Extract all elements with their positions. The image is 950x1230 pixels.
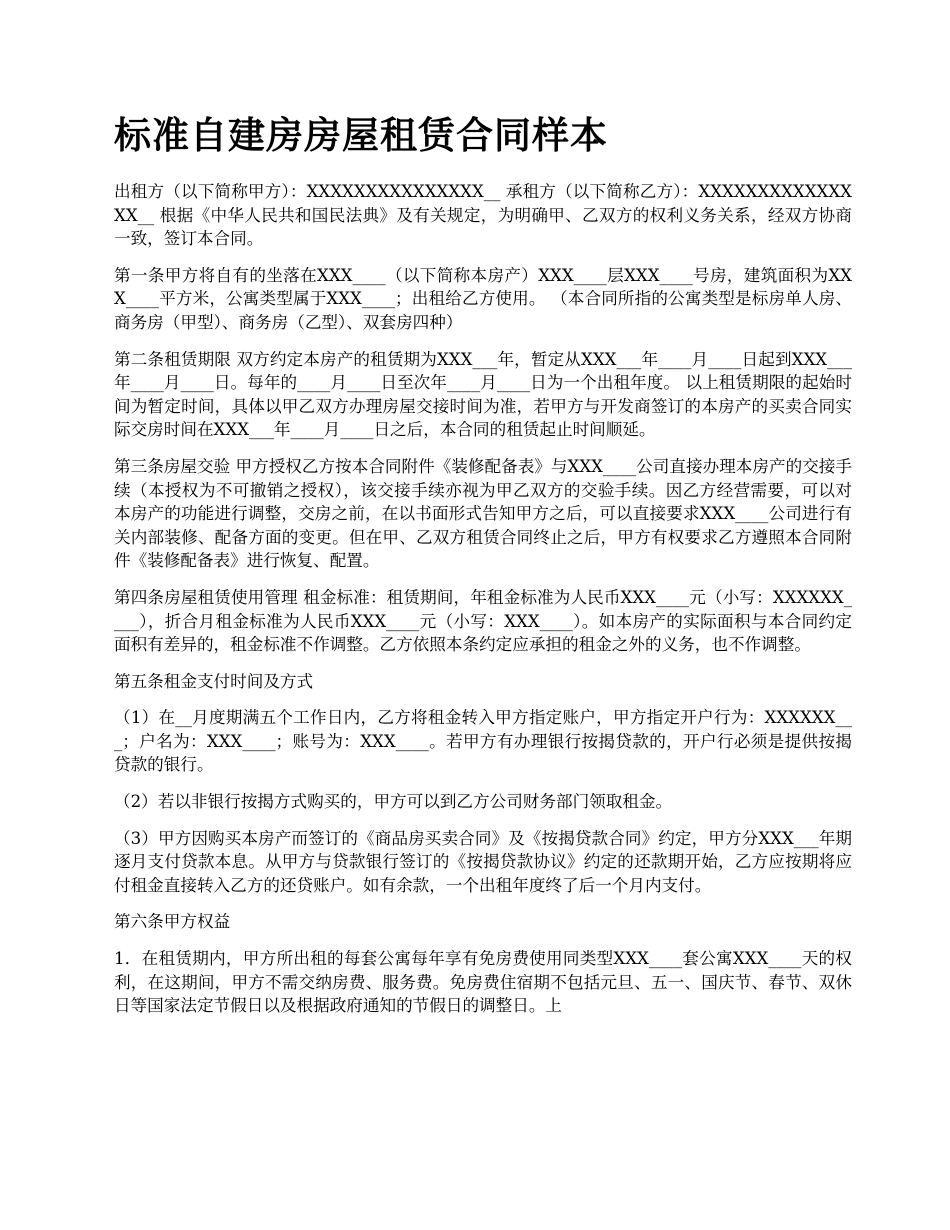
paragraph-article-4: 第四条房屋租赁使用管理 租金标准：租赁期间，年租金标准为人民币XXX____元（小写：XXXXXX____），折合月租金标准为人民币XXX____元（小写：XXX____）。如本房产的实际面积与本合同约定面积有差异的，租金标准不作调整。乙方依照本条约定应承担的租金之外的义务，也不作调整。 <box>114 587 852 655</box>
paragraph-article-2: 第二条租赁期限 双方约定本房产的租赁期为XXX___年，暂定从XXX___年____月____日起到XXX___年____月____日。每年的____月____日至次年____月____日为一个出租年度。 以上租赁期限的起始时间为暂定时间，具体以甲乙双方办理房屋交接时间为准，若甲方与开发商签订的本房产的买卖合同实际交房时间在XXX___年____月____日之后，本合同的租赁起止时间顺延。 <box>114 349 852 440</box>
paragraph-article-5-item-1: （1）在__月度期满五个工作日内，乙方将租金转入甲方指定账户，甲方指定开户行为：XXXXXX___；户名为：XXX____；账号为：XXX____。若甲方有办理银行按揭贷款的，开户行必须是提供按揭贷款的银行。 <box>114 708 852 775</box>
document-body <box>114 180 852 1031</box>
document-title: 标准自建房房屋租赁合同样本 <box>114 114 608 157</box>
paragraph-article-6-item-1: 1．在租赁期内，甲方所出租的每套公寓每年享有免房费使用同类型XXX____套公寓XXX____天的权利，在这期间，甲方不需交纳房费、服务费。免房费住宿期不包括元旦、五一、国庆节、春节、双休日等国家法定节假日以及根据政府通知的节假日的调整日。上 <box>114 949 852 1016</box>
paragraph-article-6-heading: 第六条甲方权益 <box>114 912 231 932</box>
paragraph-intro: 出租方（以下简称甲方）：XXXXXXXXXXXXXXX__ 承租方（以下简称乙方）：XXXXXXXXXXXXXXX__ 根据《中华人民共和国民法典》及有关规定，为明确甲、乙双方的权利义务关系，经双方协商一致，签订本合同。 <box>114 182 852 249</box>
paragraph-article-5-item-2: （2）若以非银行按揭方式购买的，甲方可以到乙方公司财务部门领取租金。 <box>114 792 673 812</box>
paragraph-article-3: 第三条房屋交验 甲方授权乙方按本合同附件《装修配备表》与XXX____公司直接办理本房产的交接手续（本授权为不可撤销之授权），该交接手续亦视为甲乙双方的交验手续。因乙方经营需要，可以对本房产的功能进行调整，交房之前，在以书面形式告知甲方之后，可以直接要求XXX____公司进行有关内部装修、配备方面的变更。但在甲、乙双方租赁合同终止之后，甲方有权要求乙方遵照本合同附件《装修配备表》进行恢复、配置。 <box>114 456 852 571</box>
paragraph-article-1: 第一条甲方将自有的坐落在XXX____（以下简称本房产）XXX____层XXX____号房，建筑面积为XXX____平方米，公寓类型属于XXX____；出租给乙方使用。 （本合同所指的公寓类型是标房单人房、商务房（甲型）、商务房（乙型）、双套房四种） <box>114 265 852 332</box>
paragraph-article-5-item-3: （3）甲方因购买本房产而签订的《商品房买卖合同》及《按揭贷款合同》约定，甲方分XXX___年期逐月支付贷款本息。从甲方与贷款银行签订的《按揭贷款协议》约定的还款期开始，乙方应按期将应付租金直接转入乙方的还贷账户。如有余款，一个出租年度终了后一个月内支付。 <box>114 828 852 895</box>
paragraph-article-5-heading: 第五条租金支付时间及方式 <box>114 671 314 691</box>
